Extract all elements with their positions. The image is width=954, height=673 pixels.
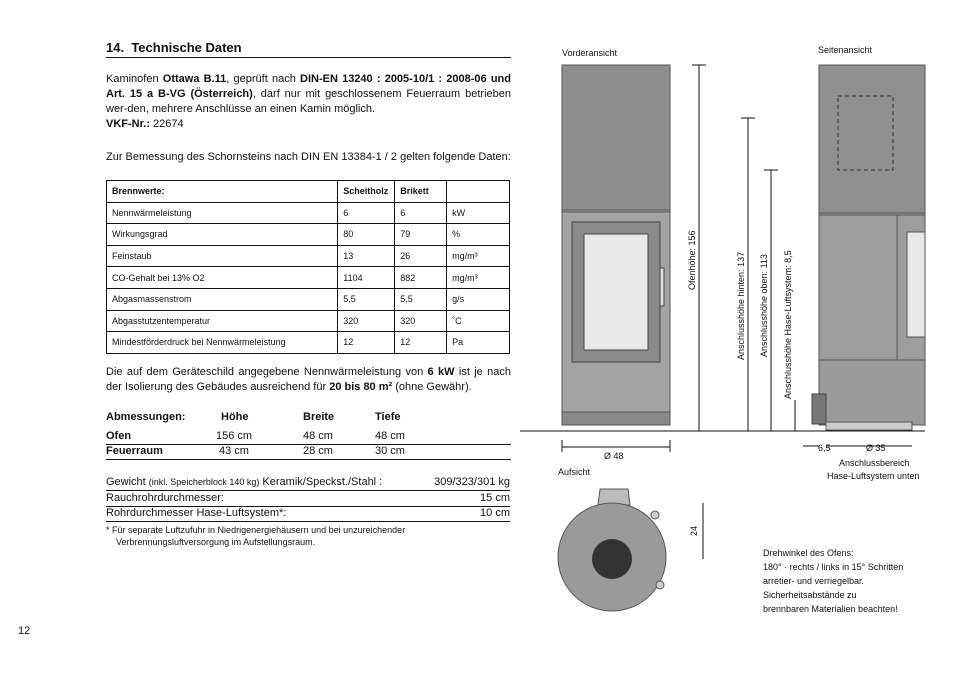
dim-header-label: Abmessungen: [106, 411, 186, 423]
anschluss-oben-label: Anschlusshöhe oben: 113 [759, 254, 769, 357]
table-cell: ˚C [447, 310, 510, 332]
hase-label: Rohrdurchmesser Hase-Luftsystem*: [106, 507, 287, 519]
side-view-label: Seitenansicht [818, 45, 873, 55]
dim-width: 28 cm [303, 445, 333, 457]
table-cell: 320 [395, 310, 447, 332]
table-cell: 882 [395, 267, 447, 289]
table-cell: mg/m³ [447, 245, 510, 267]
dim-35-label: Ø 35 [866, 443, 886, 453]
table-cell: Feinstaub [107, 245, 338, 267]
table-cell: 12 [338, 332, 395, 354]
weight-label-2: Keramik/Speckst./Stahl : [259, 476, 383, 488]
top-knob [651, 511, 659, 519]
dim-height: 43 cm [219, 445, 249, 457]
table-cell: 1104 [338, 267, 395, 289]
door-handle [660, 268, 664, 306]
top-knob [656, 581, 664, 589]
dim-height: 156 cm [216, 430, 253, 442]
footnote-line: Verbrennungsluftversorgung im Aufstellungsraum. [116, 537, 316, 547]
rotation-note-line: Drehwinkel des Ofens: [763, 548, 854, 558]
top-view-label: Aufsicht [558, 467, 591, 477]
hase-value: 10 cm [480, 507, 510, 519]
top-flue-circle [592, 539, 632, 579]
table-cell: 5,5 [338, 288, 395, 310]
side-base-plate [826, 422, 912, 430]
rotation-note [763, 546, 903, 616]
heating-text: Die auf dem Geräteschild angegebene Nennwärmeleistung von [106, 366, 428, 378]
side-window [907, 232, 925, 337]
table-cell: Wirkungsgrad [107, 224, 338, 246]
section-number: 14. [106, 40, 125, 55]
hase-connector [812, 394, 826, 424]
chimney-intro: Zur Bemessung des Schornsteins nach DIN EN 13384-1 / 2 gelten folgende Daten: [106, 151, 511, 163]
table-cell: 13 [338, 245, 395, 267]
table-cell: kW [447, 202, 510, 224]
model-name: Ottawa B.11 [162, 73, 227, 85]
rauchrohr-label: Rauchrohrdurchmesser: [106, 492, 224, 504]
front-view-label: Vorderansicht [562, 48, 618, 58]
table-cell: 12 [395, 332, 447, 354]
table-cell: Abgasstutzentemperatur [107, 310, 338, 332]
table-cell: 320 [338, 310, 395, 332]
intro-text: , geprüft nach [226, 73, 300, 85]
front-glass [584, 234, 648, 350]
width-front-label: Ø 48 [604, 451, 624, 461]
dim-row-label: Feuerraum [106, 445, 163, 457]
table-cell: % [447, 224, 510, 246]
ofenhoehe-label: Ofenhöhe: 156 [687, 230, 697, 290]
dim-header-height: Höhe [221, 411, 249, 423]
dim-depth: 30 cm [375, 445, 405, 457]
table-cell: mg/m³ [447, 267, 510, 289]
table-cell: 5,5 [395, 288, 447, 310]
dim-depth: 48 cm [375, 430, 405, 442]
table-cell: 6 [338, 202, 395, 224]
dim-width: 48 cm [303, 430, 333, 442]
dim-6-5-label: 6,5 [818, 443, 831, 453]
weight-value: 309/323/301 kg [434, 476, 510, 488]
front-base [562, 412, 670, 425]
dim-header-depth: Tiefe [375, 411, 401, 423]
vkf-label: VKF-Nr.: [106, 118, 150, 130]
front-upper-panel [562, 65, 670, 210]
table-cell: Mindestförderdruck bei Nennwärmeleistung [107, 332, 338, 354]
dim-header-width: Breite [303, 411, 335, 423]
dim-24-label: 24 [689, 525, 699, 536]
rotation-note-line: arretier- und verriegelbar. [763, 576, 865, 586]
front-view-stove [562, 65, 670, 425]
vkf-value: 22674 [150, 118, 184, 130]
rotation-note-line: 180° · rechts / links in 15° Schritten [763, 562, 904, 572]
table-header-cell: Scheitholz [338, 181, 395, 203]
table-cell: Pa [447, 332, 510, 354]
table-cell: 80 [338, 224, 395, 246]
rotation-note-line: brennbaren Materialien beachten! [763, 604, 898, 614]
heating-kw: 6 kW [427, 366, 455, 378]
page-number: 12 [18, 625, 31, 637]
table-cell: CO-Gehalt bei 13% O2 [107, 267, 338, 289]
table-cell: 26 [395, 245, 447, 267]
table-cell: Nennwärmeleistung [107, 202, 338, 224]
anschlussbereich-label-2: Hase-Luftsystem unten [827, 471, 920, 481]
rotation-note-line: Sicherheitsabstände zu [763, 590, 857, 600]
side-upper [819, 65, 925, 213]
table-cell: g/s [447, 288, 510, 310]
side-view-stove [812, 65, 925, 430]
dim-row-label: Ofen [106, 430, 132, 442]
section-title: Technische Daten [131, 40, 242, 55]
table-cell: 79 [395, 224, 447, 246]
weight-label: Gewicht [106, 476, 149, 488]
rauchrohr-value: 15 cm [480, 492, 510, 504]
anschlussbereich-label-1: Anschlussbereich [839, 458, 910, 468]
intro-text: , darf nur mit geschlossenem Feuerraum betrieben wer-den, mehrere Anschlüsse an einen Kamin möglich. [106, 88, 511, 115]
anschluss-hinten-label: Anschlusshöhe hinten: 137 [736, 251, 746, 360]
table-header-cell: Brennwerte: [107, 181, 338, 203]
anschluss-hase-label: Anschlusshöhe Hase-Luftsystem: 8,5 [783, 250, 793, 399]
table-cell: Abgasmassenstrom [107, 288, 338, 310]
footnote-line: * Für separate Luftzufuhr in Niedrigenergiehäusern und bei unzureichender [106, 525, 406, 535]
table-header-cell: Brikett [395, 181, 447, 203]
top-view-stove [558, 489, 666, 611]
heating-text: ist je nach der Isolierung des Gebäudes ausreichend für [106, 366, 512, 393]
heating-area: 20 bis 80 m² [329, 381, 393, 393]
table-cell: 6 [395, 202, 447, 224]
norm-reference: DIN-EN 13240 : 2005-10/1 : 2008-06 und Art. 15 a B-VG (Österreich) [106, 73, 511, 100]
heating-text: (ohne Gewähr). [392, 381, 472, 393]
weight-note: (inkl. Speicherblock 140 kg) [148, 477, 260, 487]
intro-text: Kaminofen [106, 73, 163, 85]
